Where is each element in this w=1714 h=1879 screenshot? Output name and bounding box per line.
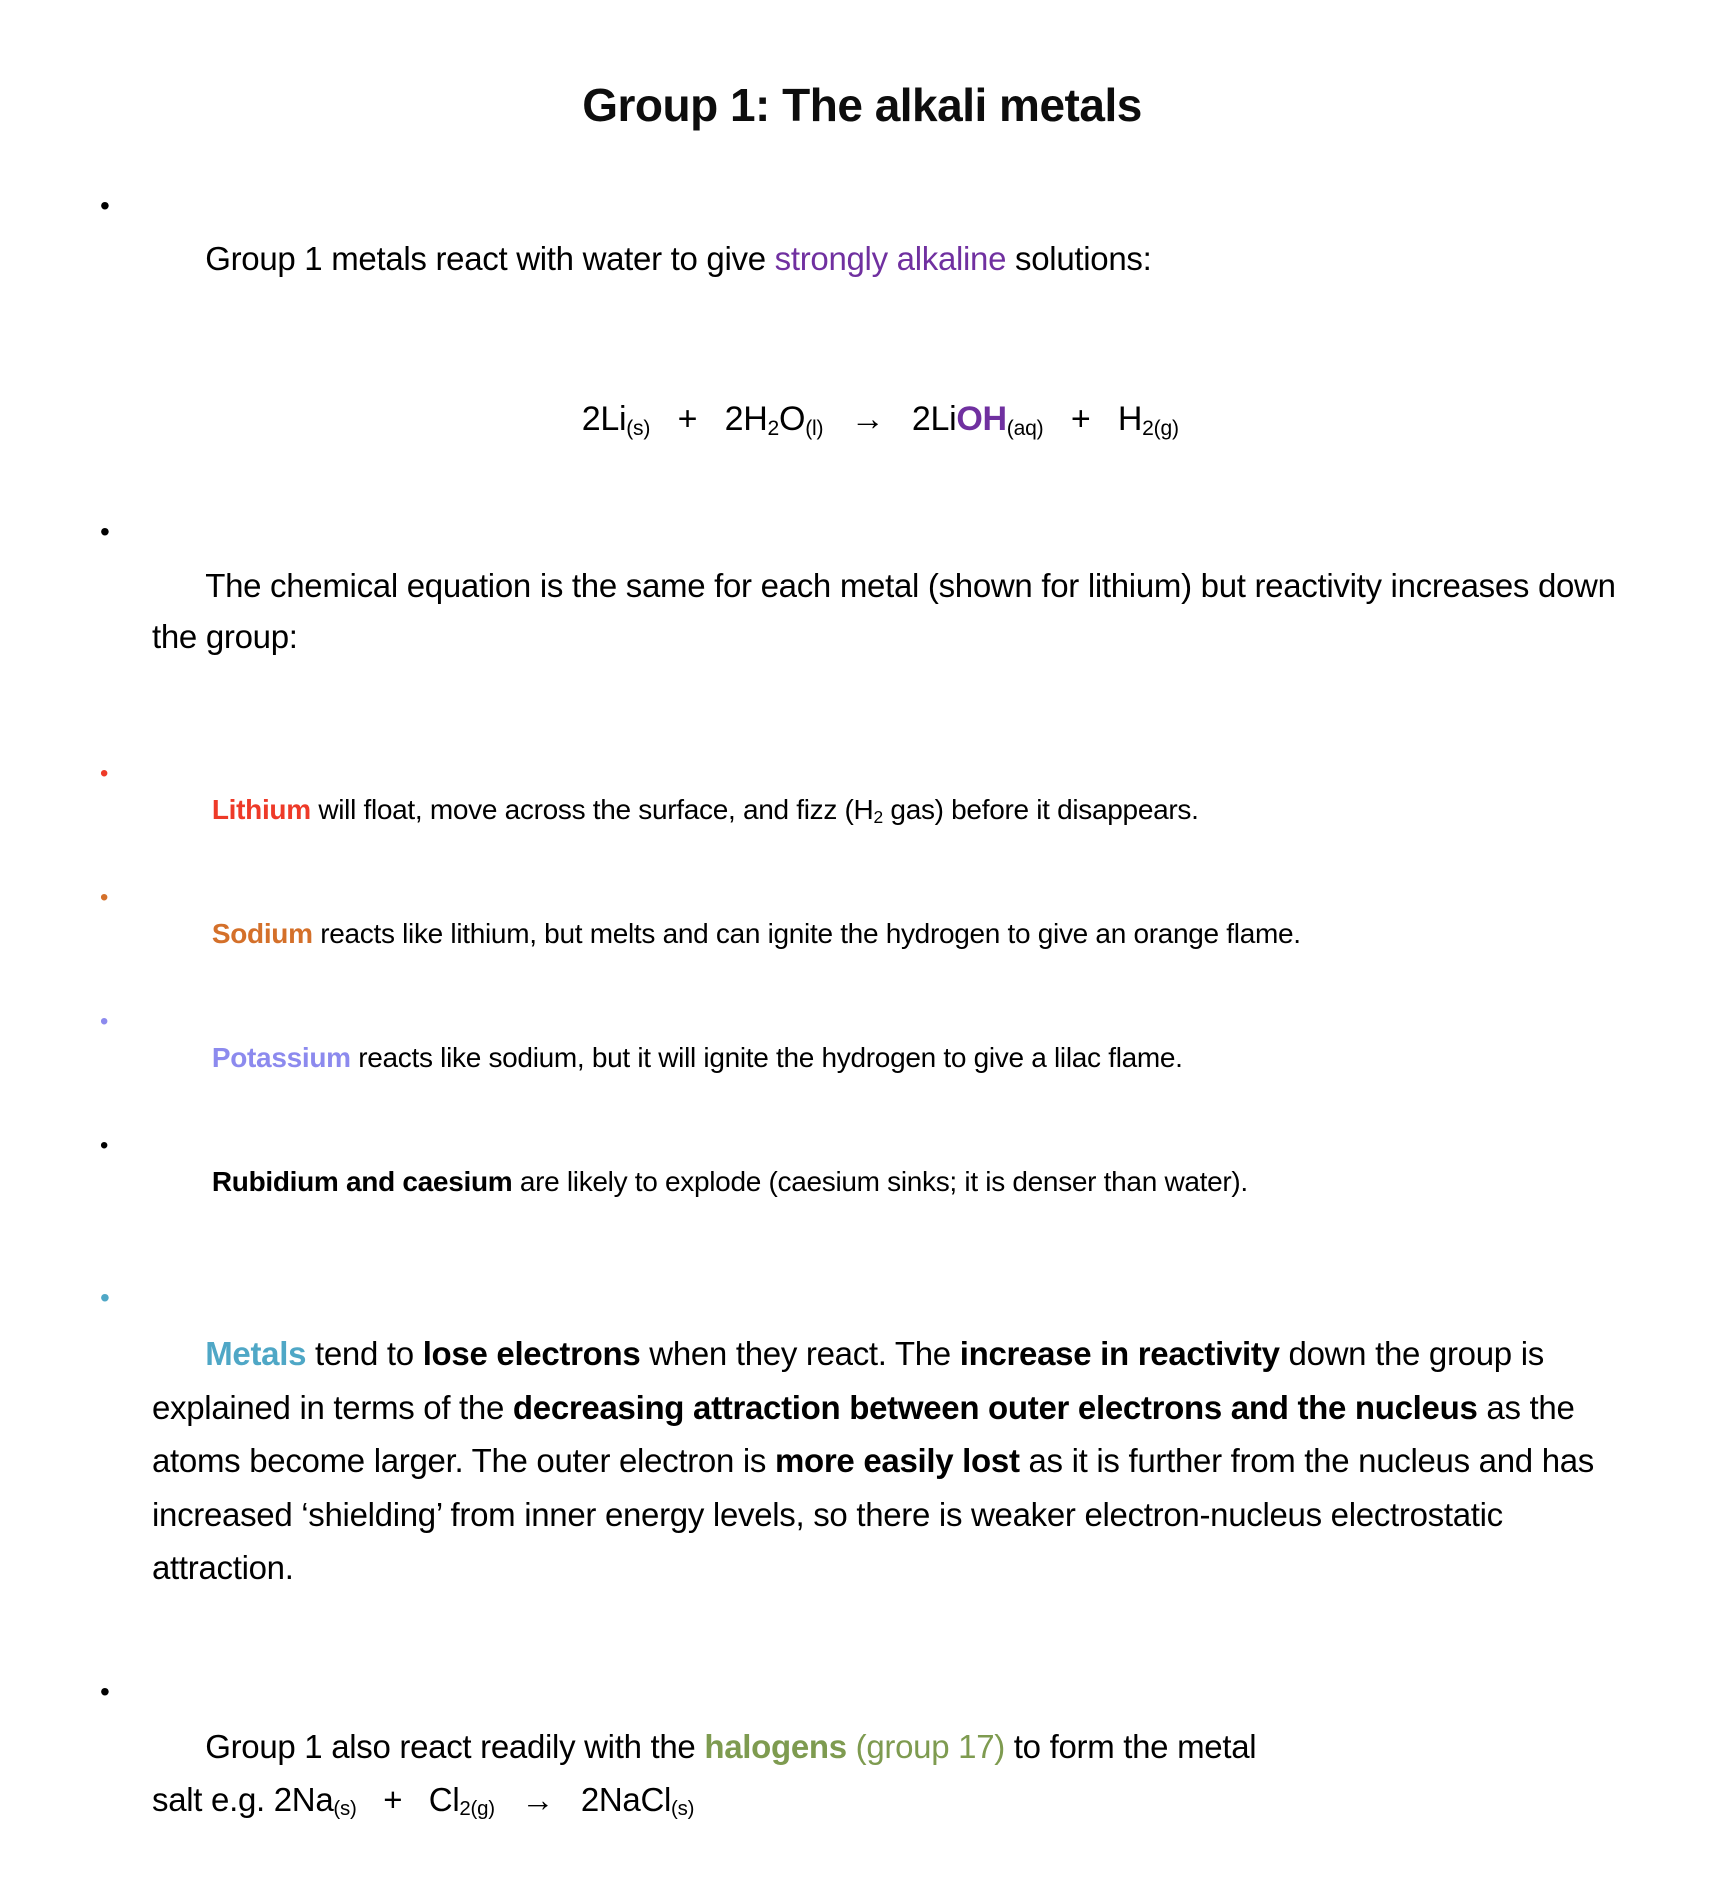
- bullet-marker: •: [100, 1007, 109, 1035]
- metals-label: Metals: [205, 1335, 307, 1373]
- text-run: gas) before it disappears.: [882, 793, 1199, 825]
- text-run: + Cl: [356, 1780, 460, 1818]
- bullet-water-reaction-text: [152, 182, 1624, 335]
- text-run: will float, move across the surface, and fizz (H: [310, 793, 874, 825]
- slide-title: Group 1: The alkali metals: [582, 79, 1142, 131]
- bullet-marker: •: [100, 190, 110, 221]
- text-run: Group 1 metals react with water to give: [205, 240, 775, 278]
- strongly-alkaline-text: strongly alkaline: [774, 240, 1007, 278]
- bullet-water-reaction: [100, 182, 1624, 335]
- text-run: + 2H: [650, 400, 768, 439]
- bullet-rubidium-caesium: [100, 1129, 1624, 1234]
- subscript: 2(g): [459, 1797, 495, 1821]
- reaction-arrow: → 2Li: [823, 400, 957, 439]
- text-run: salt e.g. 2Na: [152, 1780, 334, 1818]
- lithium-label: Lithium: [211, 793, 311, 825]
- text-run: + H: [1043, 400, 1143, 439]
- subscript: (s): [333, 1797, 357, 1821]
- text-run: to form the metal: [1004, 1727, 1257, 1765]
- group-17-text: (group 17): [846, 1727, 1005, 1765]
- bold-run: decreasing attraction between outer electrons and the nucleus: [512, 1388, 1478, 1426]
- sodium-label: Sodium: [211, 917, 313, 949]
- metal-reactivity-list: [100, 757, 1624, 1234]
- text-run: tend to: [306, 1335, 423, 1373]
- bullet-marker: •: [100, 1131, 109, 1159]
- equation-lithium-water: [100, 343, 1624, 496]
- subscript: 2: [873, 806, 883, 827]
- text-run: The chemical equation is the same for each metal (shown for lithium) but reactivity increases down the group:: [152, 566, 1625, 655]
- bullet-marker: •: [100, 516, 110, 548]
- bullet-metals-electrons: [100, 1274, 1624, 1648]
- text-run: Group 1 also react readily with the: [205, 1727, 705, 1765]
- bullet-same-equation: [100, 508, 1624, 713]
- text-run: when they react. The: [640, 1335, 960, 1373]
- text-run: O: [779, 400, 806, 439]
- bullet-sodium: [100, 881, 1624, 986]
- text-run: solutions:: [1006, 240, 1152, 278]
- subscript: (s): [626, 417, 651, 441]
- bullet-lithium: [100, 757, 1624, 862]
- bullet-same-equation-text: [152, 508, 1624, 713]
- text-run: down the group is explained in terms of the: [152, 1335, 1553, 1426]
- potassium-label: Potassium: [211, 1041, 351, 1073]
- bullet-marker: •: [100, 1281, 110, 1313]
- reaction-arrow: → 2NaCl: [494, 1780, 672, 1818]
- bullet-metals-electrons-text: [152, 1274, 1624, 1648]
- bullet-marker: •: [100, 1676, 110, 1708]
- bullet-marker: •: [100, 883, 109, 911]
- bullet-lithium-text: [152, 757, 1624, 862]
- bullet-halogens-text: [152, 1668, 1624, 1879]
- subscript: (aq): [1006, 417, 1044, 441]
- text-run: as it is further from the nucleus and has increased ‘shielding’ from inner energy levels, so there is weaker electron-nucleus electrostatic attraction.: [152, 1442, 1603, 1587]
- bullet-potassium: [100, 1005, 1624, 1110]
- rubidium-caesium-label: Rubidium and caesium: [211, 1165, 513, 1197]
- subscript: (l): [805, 417, 824, 441]
- bullet-potassium-text: [152, 1005, 1624, 1110]
- subscript: 2(g): [1142, 417, 1179, 441]
- bold-run: more easily lost: [774, 1442, 1020, 1480]
- text-run: reacts like sodium, but it will ignite the hydrogen to give a lilac flame.: [350, 1041, 1183, 1073]
- bold-run: increase in reactivity: [959, 1335, 1280, 1373]
- text-run: reacts like lithium, but melts and can ignite the hydrogen to give an orange flame.: [312, 917, 1301, 949]
- text-run: are likely to explode (caesium sinks; it is denser than water).: [512, 1165, 1248, 1197]
- bullet-rubidium-caesium-text: [152, 1129, 1624, 1234]
- bold-run: lose electrons: [422, 1335, 641, 1373]
- halogens-label: halogens: [704, 1727, 847, 1765]
- bullet-halogens: [100, 1668, 1624, 1879]
- text-run: as the atoms become larger. The outer electron is: [152, 1388, 1584, 1480]
- subscript: 2: [767, 417, 780, 441]
- subscript: (s): [671, 1797, 695, 1821]
- bullet-marker: •: [100, 759, 109, 787]
- lioh-product-text: OH: [956, 400, 1007, 439]
- text-run: 2Li: [581, 400, 627, 439]
- bullet-sodium-text: [152, 881, 1624, 986]
